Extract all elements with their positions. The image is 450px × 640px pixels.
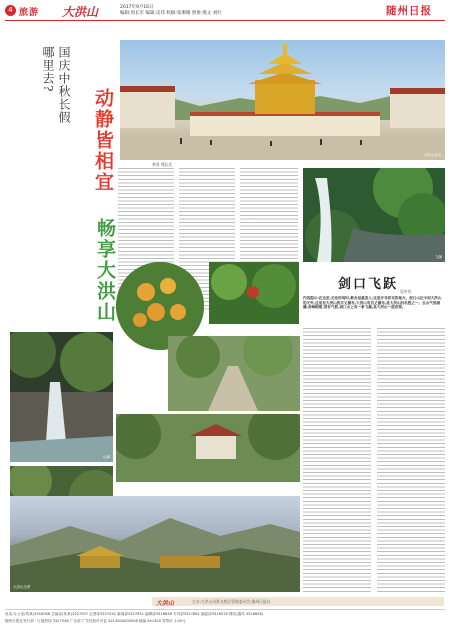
footer-line-1: 电话:办公室(传真)3318956 总编室(传真)3327507 记者部3327541 新闻部3327651 编辑部3318636 专刊部3327861 编委部3318576 网站(通讯 3318658) (5, 612, 264, 616)
article2-intro: 内容提示:在这里,无论你何时,都会是最美人,这里并非你见的地方。剑口山在中间大洪山的天外,这里有大洪山的百丈瀑布,大洪山有百丈瀑布,是大洪山四名胜之一。全山气势磅礴,奇峰峭壁,很有气派,剑口山上有一条飞瀑,是大洪山一道奇观。 (303, 296, 442, 309)
header-rule (5, 20, 445, 21)
pavilion-photo (116, 414, 300, 482)
waterfall-photo (303, 168, 445, 262)
section-title: 旅游 (19, 8, 40, 18)
article2-col-2 (377, 328, 445, 594)
headline-line-2: 畅享大洪山 (94, 218, 116, 323)
footer-ad-strip (152, 597, 444, 606)
page-number: 4 (5, 5, 16, 16)
trail-photo (168, 336, 300, 411)
temple-photo (120, 40, 445, 160)
waterfall-caption: 飞瀑 (435, 255, 442, 259)
forest-photo (209, 262, 299, 324)
footer-ad-brand: 大洪山 (156, 600, 175, 607)
footer-line-2: 随州日报社发行部 · 订阅热线 3327548 广告部 广告经营许可证 4213004000008 邮编 441300 零售价 1.00元 (5, 619, 186, 623)
brand-logo: 大洪山 (62, 5, 99, 19)
temple-caption: 大洪山金顶 (423, 153, 441, 157)
stream-caption: 山涧 (103, 455, 110, 459)
stream-photo (10, 332, 113, 462)
article1-author: 李亚 郑长兵 (152, 162, 173, 167)
question-line-2: 哪里去? (41, 46, 55, 93)
issue-editors: 编辑:周长军 编辑:史玮 校稿:张珊珊 照排:熊文 刘红 (120, 11, 222, 16)
aerial-photo (10, 496, 300, 592)
paper-name: 随州日报 (386, 5, 432, 17)
issue-meta (120, 5, 222, 17)
title-box (10, 40, 125, 330)
article2-author: 吴中功 (400, 289, 412, 294)
article2-col-1 (303, 328, 371, 594)
aerial-caption: 大洪山全景 (13, 585, 31, 589)
question-line-1: 国庆中秋长假 (57, 46, 71, 124)
article2-title: 剑口飞跃 (338, 277, 399, 292)
issue-date: 2017年9月16日 (120, 5, 154, 10)
footer-ad-text: 主办:大洪山风景名胜区管理委员会 随州日报社 (192, 599, 271, 604)
headline-line-1: 动静皆相宜 (92, 88, 114, 193)
footer-rule (5, 609, 445, 610)
